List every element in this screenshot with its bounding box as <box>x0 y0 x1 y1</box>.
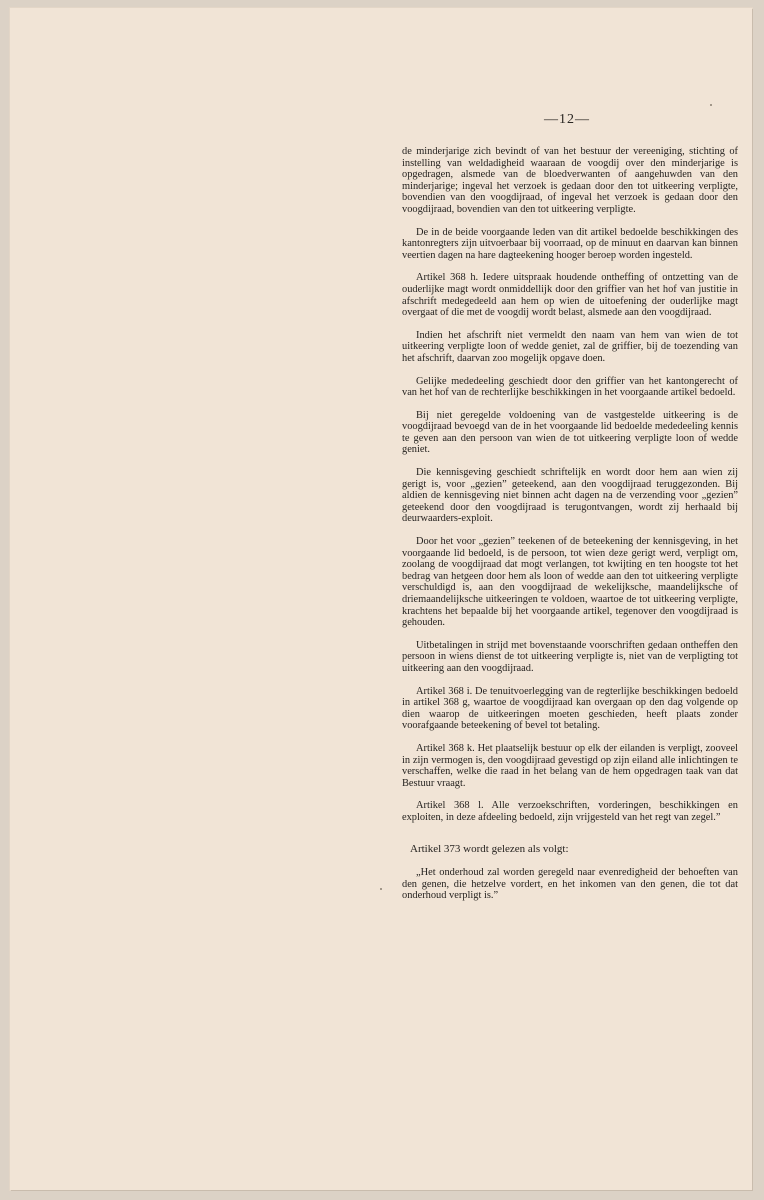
paragraph: Door het voor „gezien” teekenen of de beteekening der kennisgeving, in het voorgaande lid bedoeld, is de persoon, tot wien deze gerigt werd, verpligt om, zoolang de voogdijraad dat mogt verlangen, tot kwijting en ten hoogste tot het bedrag van hetgeen door hem als loon of wedde aan den tot uitkeering verpligte verschuldigd is, aan den voogdijraad de wekelijksche, maandelijksche of driemaandelijksche uitkeeringen te voldoen, waartoe de tot uitkeering verpligte, krachtens het bepaalde bij het voorgaande artikel, tegenover den voogdijraad is gehouden. <box>402 536 738 629</box>
paper-speck <box>710 104 712 106</box>
paragraph: Bij niet geregelde voldoening van de vastgestelde uitkeering is de voogdijraad bevoegd van de in het voorgaande lid bedoelde mededeeling kennis te geven aan den persoon van wien de tot uitkeering verpligte loon of wedde geniet. <box>402 409 738 456</box>
paragraph-article-368l: Artikel 368 l. Alle verzoekschriften, vorderingen, beschikkingen en exploiten, in deze afdeeling bedoeld, zijn vrijgesteld van het regt van zegel.” <box>402 800 738 823</box>
paragraph: De in de beide voorgaande leden van dit artikel bedoelde beschikkingen des kantonregters zijn uitvoerbaar bij voorraad, op de minuut en daarvan kan binnen veertien dagen na hare dagteekening hooger beroep worden ingesteld. <box>402 226 738 261</box>
paragraph: Gelijke mededeeling geschiedt door den griffier van het kantongerecht of van het hof van de rechterlijke beschikkingen in het voorgaande artikel bedoeld. <box>402 375 738 399</box>
paragraph: Uitbetalingen in strijd met bovenstaande voorschriften gedaan ontheffen den persoon in wiens dienst de tot uitkeering verpligte is, niet van de verpligting tot uitkeering aan den voogdijraad. <box>402 639 738 674</box>
paragraph: de minderjarige zich bevindt of van het bestuur der vereeniging, stichting of instelling van weldadigheid waaraan de voogdij over den minderjarige is opgedragen, alsmede van de bloedverwanten of aangehuwden van den minderjarige; ingeval het verzoek is gedaan door den tot uitkeering verpligte, bovendien van den voogdijraad, of ingeval het verzoek is gedaan door den voogdijraad, bovendien van den tot uitkeering verpligte. <box>402 146 738 215</box>
paper-speck <box>380 888 382 890</box>
paragraph-article-368h: Artikel 368 h. Iedere uitspraak houdende ontheffing of ontzetting van de ouderlijke magt wordt onmiddellijk door den griffier van het hof van justitie in afschrift medegedeeld aan hem op wien de uitoefening der ouderlijke magt overgaat of die met de voogdij wordt belast, alsmede aan den voogdijraad. <box>402 272 738 319</box>
paragraph-article-368i: Artikel 368 i. De tenuitvoerlegging van de regterlijke beschikkingen bedoeld in artikel 368 g, waartoe de voogdijraad kan overgaan op den dag volgende op dien waarop de uitkeeringen moeten geschieden, heeft plaats zonder voorafgaande beteekening of bevel tot betaling. <box>402 685 738 732</box>
paragraph-article-368k: Artikel 368 k. Het plaatselijk bestuur op elk der eilanden is verpligt, zooveel in zijn vermogen is, den voogdijraad gevestigd op zijn eiland alle inlichtingen te verschaffen, welke die raad in het belang van de hem opgedragen taak van dat Bestuur vraagt. <box>402 742 738 789</box>
text-column <box>402 146 738 913</box>
paragraph: Die kennisgeving geschiedt schriftelijk en wordt door hem aan wien zij gerigt is, voor „gezien” geteekend, aan den voogdijraad teruggezonden. Bij aldien de kennisgeving niet binnen acht dagen na de verzending voor „gezien” geteekend door den voogdijraad is terugontvangen, wordt zij herhaald bij deurwaarders-exploit. <box>402 467 738 525</box>
article-373-quote: „Het onderhoud zal worden geregeld naar evenredigheid der behoeften van den genen, die hetzelve vordert, en het inkomen van den genen, die tot dat onderhoud verpligt is.” <box>402 867 738 902</box>
page-number: —12— <box>544 112 590 127</box>
paragraph: Indien het afschrift niet vermeldt den naam van hem van wien de tot uitkeering verpligte loon of wedde geniet, zal de griffier, bij de toezending van het afschrift, daarvan zoo mogelijk opgave doen. <box>402 329 738 364</box>
paper-sheet <box>10 8 752 1190</box>
article-373-intro: Artikel 373 wordt gelezen als volgt: <box>410 842 569 855</box>
